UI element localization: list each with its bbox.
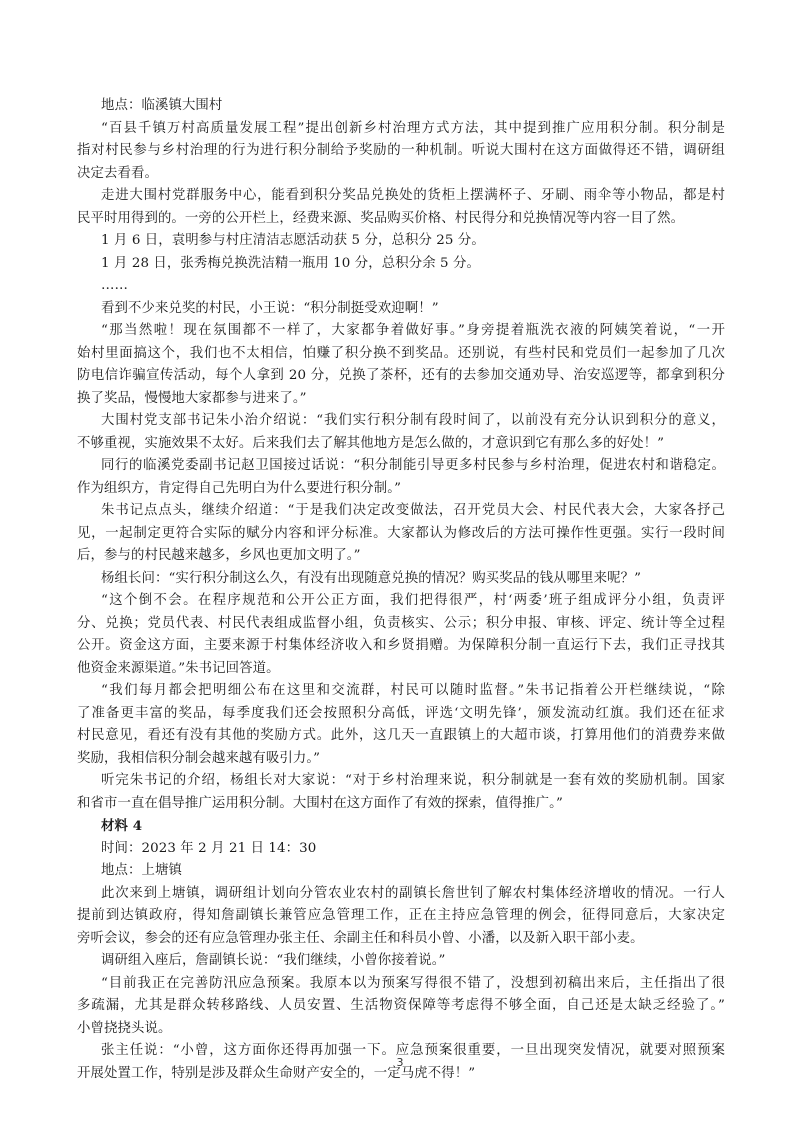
text-line: 提前到达镇政府，得知詹副镇长兼管应急管理工作，正在主持应急管理的例会，征得同意后，大家决定	[77, 908, 725, 923]
text-line: 大围村党支部书记朱小治介绍说：“我们实行积分制有段时间了，以前没有充分认识到积分的意义，	[101, 413, 725, 428]
text-line: 和省市一直在倡导推广运用积分制。大围村在这方面作了有效的探索，值得推广。”	[77, 795, 563, 811]
text-line: 公开。资金这方面，主要来源于村集体经济收入和乡贤捐赠。为保障积分制一直运行下去，我们正寻找其	[77, 638, 725, 653]
text-line: 村民意见，看还有没有其他的奖励方式。此外，这几天一直跟镇上的大超市谈，打算用他们的消费券来做	[77, 728, 725, 743]
text-line: 始村里面搞这个，我们也不太相信，怕赚了积分换不到奖品。还别说，有些村民和党员们一起参加了几次	[77, 345, 725, 361]
text-line: 旁听会议，参会的还有应急管理办张主任、余副主任和科员小曾、小潘，以及新入职干部小麦。	[77, 930, 644, 946]
text-line: 地点：临溪镇大围村	[101, 98, 223, 113]
document-page	[77, 95, 725, 1085]
text-line: 看到不少来兑奖的村民，小王说：“积分制挺受欢迎啊！”	[101, 300, 439, 316]
text-line: 听完朱书记的介绍，杨组长对大家说：“对于乡村治理来说，积分制就是一套有效的奖励机制。国家	[101, 773, 725, 788]
text-line: 奖励，我相信积分制会越来越有吸引力。”	[77, 750, 321, 766]
text-line: 见，一起制定更符合实际的赋分内容和评分标准。大家都认为修改后的方法可操作性更强。实行一段时间	[77, 525, 725, 541]
text-line: 他资金来源渠道。”朱书记回答道。	[77, 660, 280, 676]
text-line: 1 月 28 日，张秀梅兑换洗洁精一瓶用 10 分，总积分余 5 分。	[101, 255, 481, 271]
section-heading: 材料 4	[101, 818, 143, 834]
text-line: 换了奖品，慢慢地大家都参与进来了。”	[77, 390, 307, 406]
text-line: 杨组长问：“实行积分制这么久，有没有出现随意兑换的情况？购买奖品的钱从哪里来呢？”	[101, 570, 642, 586]
text-line: 开展处置工作，特别是涉及群众生命财产安全的，一定马虎不得！”	[77, 1065, 476, 1081]
text-line: “那当然啦！现在氛围都不一样了，大家都争着做好事。”身旁提着瓶洗衣液的阿姨笑着说，“一开	[101, 323, 725, 338]
text-line: 了准备更丰富的奖品，每季度我们还会按照积分高低，评选‘文明先锋’，颁发流动红旗。我们还在征求	[77, 705, 725, 721]
text-line: ……	[101, 278, 128, 293]
text-line: 同行的临溪党委副书记赵卫国接过话说：“积分制能引导更多村民参与乡村治理，促进农村和谐稳定。	[101, 458, 725, 473]
text-line: “我们每月都会把明细公布在这里和交流群，村民可以随时监督。”朱书记指着公开栏继续说，“除	[101, 683, 725, 698]
text-line: 民平时用得到的。一旁的公开栏上，经费来源、奖品购买价格、村民得分和兑换情况等内容一目了然。	[77, 210, 685, 226]
text-line: 指对村民参与乡村治理的行为进行积分制给予奖励的一种机制。听说大围村在这方面做得还不错，调研组	[77, 143, 725, 158]
text-line: 决定去看看。	[77, 165, 158, 181]
text-line: 地点：上塘镇	[101, 863, 182, 878]
text-line: 时间：2023 年 2 月 21 日 14：30	[101, 840, 317, 856]
text-line: 不够重视，实施效果不太好。后来我们去了解其他地方是怎么做的，才意识到它有那么多的好处！”	[77, 435, 665, 451]
text-line: 分、兑换；党员代表、村民代表组成监督小组，负责核实、公示；积分申报、审核、评定、统计等全过程	[77, 615, 725, 631]
text-line: 作为组织方，肯定得自己先明白为什么要进行积分制。”	[77, 480, 402, 496]
text-line: 后，参与的村民越来越多，乡风也更加文明了。”	[77, 548, 361, 563]
text-line: “百县千镇万村高质量发展工程”提出创新乡村治理方式方法，其中提到推广应用积分制。积分制是	[101, 120, 725, 136]
text-line: “这个倒不会。在程序规范和公开公正方面，我们把得很严，村‘两委’班子组成评分小组，负责评	[101, 593, 725, 608]
text-line: 多疏漏，尤其是群众转移路线、人员安置、生活物资保障等考虑得不够全面，自己还是太缺乏经验了。”	[77, 998, 725, 1013]
page-number: 3	[396, 1056, 404, 1069]
text-line: 小曾挠挠头说。	[77, 1020, 172, 1036]
text-line: 朱书记点点头，继续介绍道：“于是我们决定改变做法，召开党员大会、村民代表大会，大家各抒己	[101, 503, 725, 518]
text-line: 张主任说：“小曾，这方面你还得再加强一下。应急预案很重要，一旦出现突发情况，就要对照预案	[101, 1043, 725, 1058]
text-line: 1 月 6 日，袁明参与村庄清洁志愿活动获 5 分，总积分 25 分。	[101, 233, 485, 248]
text-line: 走进大围村党群服务中心，能看到积分奖品兑换处的货柜上摆满杯子、牙刷、雨伞等小物品，都是村	[101, 188, 725, 203]
text-line: “目前我正在完善防汛应急预案。我原本以为预案写得很不错了，没想到初稿出来后，主任指出了很	[101, 975, 725, 991]
text-line: 调研组入座后，詹副镇长说：“我们继续，小曾你接着说。”	[101, 953, 446, 968]
text-line: 防电信诈骗宣传活动，每个人拿到 20 分，兑换了茶杯，还有的去参加交通劝导、治安巡逻等，都拿到积分	[77, 368, 725, 383]
text-line: 此次来到上塘镇，调研组计划向分管农业农村的副镇长詹世钊了解农村集体经济增收的情况。一行人	[101, 885, 725, 901]
